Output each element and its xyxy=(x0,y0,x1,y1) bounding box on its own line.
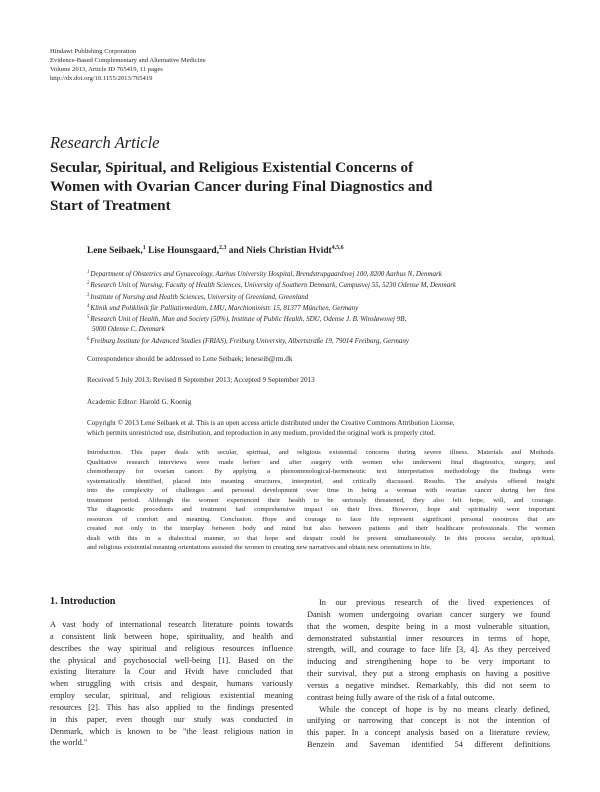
affiliation-text: Department of Obstetrics and Gynaecology, Aarhus University Hospital, Brendstrupgaardsvej 100, 8200 Aarhus N, Denmark xyxy=(90,270,442,278)
body-column-left xyxy=(50,619,293,749)
body-line: demonstrated substantial inner resources in terms of hope, xyxy=(307,633,550,643)
title-line: Start of Treatment xyxy=(50,197,171,214)
academic-editor: Academic Editor: Harold G. Koenig xyxy=(87,398,192,406)
author-affiliation-ref: 2,3 xyxy=(218,245,227,251)
author-name: and Niels Christian Hvidt xyxy=(226,246,332,256)
body-line: versus a negative mindset. Remarkably, this did not seem to xyxy=(307,680,550,690)
affiliation xyxy=(87,268,557,279)
article-type: Research Article xyxy=(50,133,160,152)
copyright-notice xyxy=(87,418,555,438)
affiliation-number: 3 xyxy=(87,292,90,298)
abstract-line: systematically identified, placed into meaning structures, interpreted, and critically discussed. Results. The analysis offered insight xyxy=(87,477,555,485)
body-line: In our previous research of the lived experiences of xyxy=(319,598,550,607)
author-name: Lise Hounsgaard, xyxy=(145,246,219,256)
author-affiliation-ref: 4,5,6 xyxy=(331,245,344,251)
doi-link[interactable]: http://dx.doi.org/10.1155/2013/765419 xyxy=(50,75,153,82)
body-line: a consistent link between hope, spirituality, and health and xyxy=(50,631,293,641)
affiliation xyxy=(87,279,557,290)
affiliation-text: Research Unit of Health, Man and Society (50%), Institute of Public Health, SDU, Odense J. B. Winsløwsvej 9B, xyxy=(90,315,407,324)
abstract-line: created not only in the interplay between body and mind but also between patients and their healthcare professionals. The women xyxy=(87,525,555,532)
affiliation xyxy=(87,313,557,324)
body-line: their survival, they put a strong emphasis on having a positive xyxy=(307,669,550,679)
title-line: Secular, Spiritual, and Religious Existential Concerns of xyxy=(50,159,414,176)
title-line: Women with Ovarian Cancer during Final Diagnostics and xyxy=(50,178,433,195)
abstract-line: resources of comfort and meaning. Conclusion. Hope and courage to face life represent significant personal resources that are xyxy=(87,515,555,523)
journal-name: Evidence-Based Complementary and Alternative Medicine xyxy=(50,57,206,64)
volume-line: Volume 2013, Article ID 765419, 11 pages xyxy=(50,66,163,73)
affiliation-text: Research Unit of Nursing, Faculty of Health Sciences, University of Southern Denmark, Campusvej 55, 5230 Odense M, Denmark xyxy=(90,281,457,290)
affiliation-text: Klinik und Poliklinik für Palliativmedizin, LMU, Marchioninistr. 15, 81377 München, Germany xyxy=(90,303,359,312)
body-line: in this paper, even though our study was conducted in xyxy=(50,714,293,724)
paper-title xyxy=(50,158,550,215)
body-line: employ secular, spiritual, and religious existential meaning xyxy=(50,691,293,701)
body-line: describes the way spiritual and religious resources influence xyxy=(50,643,293,653)
body-line: Danish women undergoing ovarian cancer surgery we found xyxy=(307,609,550,619)
copyright-line: Copyright © 2013 Lene Seibaek et al. This is an open access article distributed under the Creative Commons Attribution License, xyxy=(87,419,455,427)
abstract-line: treatment period. Although the women experienced their health to be seriously threatened, they also felt hope, will, and courage. xyxy=(87,496,555,504)
body-line: this paper. In a concept analysis based on a literature review, xyxy=(307,728,550,738)
body-line: the world." xyxy=(50,738,88,748)
affiliation xyxy=(87,291,557,302)
body-line: the physical and psychosocial well-being [1]. Based on the xyxy=(50,655,293,665)
abstract-line: into the complexity of challenges and personal development over time in being a woman with ovarian cancer during her first xyxy=(87,487,555,494)
affiliation-number: 5 xyxy=(87,315,90,321)
body-line: existing literature la Cour and Hvidt have concluded that xyxy=(50,667,293,677)
body-line: Denmark, which is known to be "the least religious nation in xyxy=(50,726,293,736)
body-line: resources [2]. This has also applied to the findings presented xyxy=(50,702,293,712)
abstract-line: dealt with this in a dialectical manner, so that hope and despair could be present simultaneously. In this process secular, spiritual, xyxy=(87,534,555,542)
abstract-line: Introduction. This paper deals with secular, spiritual, and religious existential concerns during severe illness. Materials and Methods. xyxy=(87,449,555,456)
affiliation-number: 2 xyxy=(87,281,90,287)
body-line: A vast body of international research literature points towards xyxy=(50,620,293,629)
author-affiliation-ref: 1 xyxy=(142,245,146,251)
copyright-line: which permits unrestricted use, distribution, and reproduction in any medium, provided the original work is properly cited. xyxy=(87,429,436,437)
received-dates: Received 5 July 2013; Revised 8 September 2013; Accepted 9 September 2013 xyxy=(87,376,315,384)
abstract-line: chemotherapy for ovarian cancer. By applying a phenomenological-hermeneutic text interpretation methodology the findings were xyxy=(87,468,555,475)
abstract-line: Qualitative research interviews were made before and after surgery with women who underwent final diagnostics, surgery, and xyxy=(87,458,555,466)
body-line: strength, will, and courage to face life [3, 4]. As they perceived xyxy=(307,645,550,655)
author-list xyxy=(87,245,344,256)
abstract-line: and religious existential meaning orientations assisted the women in creating new narratives and obtain new orientations in life. xyxy=(87,544,432,551)
section-heading: 1. Introduction xyxy=(50,596,116,607)
body-line: when struggling with crisis and despair, humans variously xyxy=(50,679,293,689)
body-line: inducing and strengthening hope to be very important to xyxy=(307,657,550,667)
affiliation xyxy=(87,302,557,313)
body-line: that the women, despite being in a most vulnerable situation, xyxy=(307,621,550,631)
body-column-right xyxy=(307,597,550,751)
author-name: Lene Seibaek, xyxy=(87,246,143,256)
body-line: Benzein and Saveman identified 54 different definitions xyxy=(307,740,550,750)
affiliation-number: 1 xyxy=(87,270,90,275)
affiliation-list xyxy=(87,268,557,346)
abstract xyxy=(87,448,555,553)
body-line: While the concept of hope is by no means clearly defined, xyxy=(319,704,550,714)
publisher-line: Hindawi Publishing Corporation xyxy=(50,48,137,55)
affiliation-number: 6 xyxy=(87,336,90,342)
journal-header xyxy=(50,47,350,83)
affiliation-text: Freiburg Institute for Advanced Studies (FRIAS), Freiburg University, Albertstraße 19, 79014 Freiburg, Germany xyxy=(90,336,409,345)
body-line: unifying or narrowing that concept is not the intention of xyxy=(307,716,550,726)
affiliation-number: 4 xyxy=(87,303,90,309)
correspondence-line: Correspondence should be addressed to Lene Seibaek; leneseib@rm.dk xyxy=(87,355,293,363)
affiliation xyxy=(87,335,557,346)
affiliation-continuation: 5000 Odense C, Denmark xyxy=(92,325,165,334)
body-line: contrast being fully aware of the risk of a fatal outcome. xyxy=(307,692,495,702)
affiliation-text: Institute of Nursing and Health Sciences, University of Greenland, Greenland xyxy=(90,292,309,301)
abstract-line: The diagnostic procedures and treatment had comprehensive impact on their lives. However, hope and spirituality were important xyxy=(87,506,555,513)
